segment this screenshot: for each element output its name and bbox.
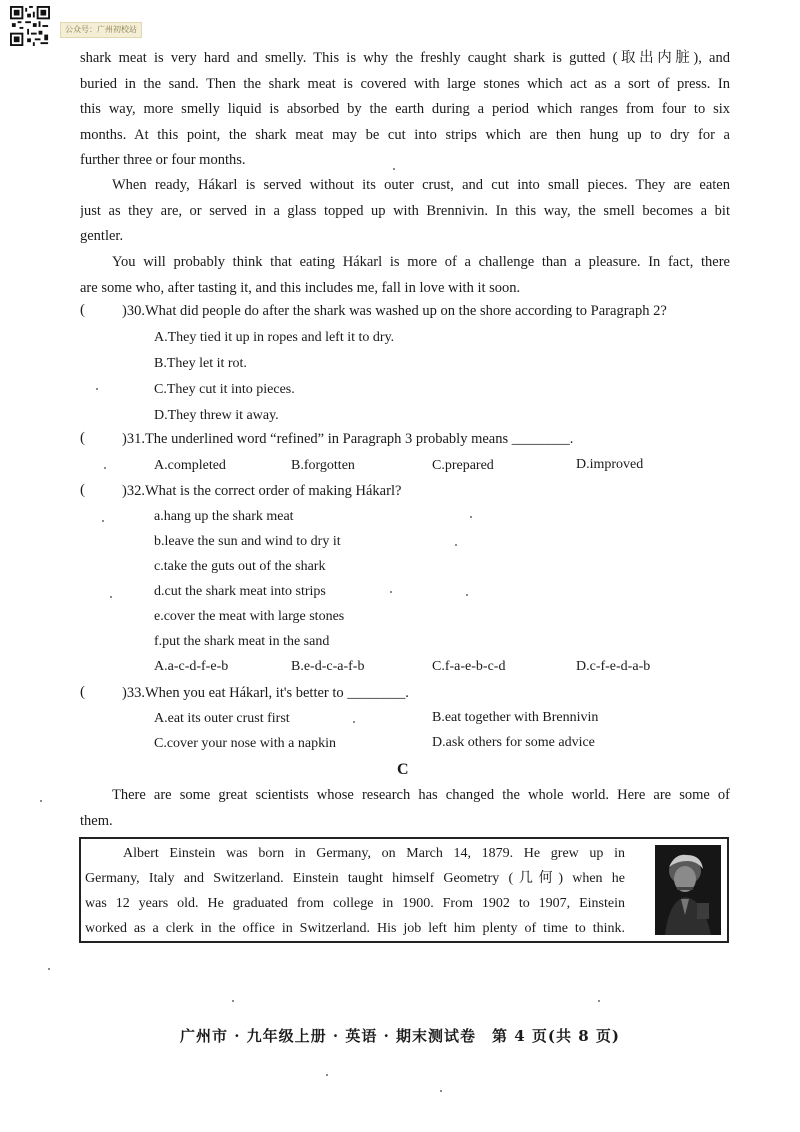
- q32-step: b.leave the sun and wind to dry it: [154, 534, 341, 549]
- einstein-bio-box: [79, 837, 729, 943]
- scan-speck: [466, 594, 468, 596]
- answer-paren[interactable]: (: [80, 482, 85, 498]
- text-line: them.: [80, 812, 113, 829]
- scan-speck: [110, 596, 112, 598]
- scan-speck: [455, 544, 457, 546]
- q31-option-d[interactable]: D.improved: [576, 457, 644, 472]
- text-line: You will probably think that eating Hákarl is more of a challenge than a pleasure. In fact, there: [112, 254, 730, 270]
- scan-speck: [102, 520, 104, 522]
- watermark-label: 公众号：广州初校站: [60, 22, 142, 38]
- q32-option-c[interactable]: C.f-a-e-b-c-d: [432, 659, 506, 674]
- text-line: shark meat is very hard and smelly. This is why the freshly caught shark is gutted (取出内脏), and: [80, 50, 730, 66]
- einstein-bio-text: [85, 841, 625, 941]
- scan-speck: [353, 721, 355, 723]
- page-footer: 广州市 · 九年级上册 · 英语 · 期末测试卷 第 4 页(共 8 页): [180, 1027, 620, 1045]
- q31-option-b[interactable]: B.forgotten: [291, 458, 355, 473]
- text-line: Albert Einstein was born in Germany, on March 14, 1879. He grew up in: [123, 846, 625, 861]
- text-line: are some who, after tasting it, and this includes me, fall in love with it soon.: [80, 279, 521, 296]
- scan-speck: [326, 1074, 328, 1076]
- q33-option-c[interactable]: C.cover your nose with a napkin: [154, 736, 336, 751]
- q33-option-b[interactable]: B.eat together with Brennivin: [432, 710, 599, 725]
- q33-option-a[interactable]: A.eat its outer crust first: [154, 711, 290, 726]
- q31-option-c[interactable]: C.prepared: [432, 458, 494, 473]
- text-line: worked as a clerk in the office in Switzerland. His job left him plenty of time to think.: [85, 921, 625, 936]
- passage-paragraph-3: [80, 250, 730, 301]
- question-30-stem: )30.What did people do after the shark was washed up on the shore according to Paragraph 2?: [122, 303, 667, 319]
- scan-speck: [104, 467, 106, 469]
- scan-speck: [598, 1000, 600, 1002]
- scan-speck: [232, 1000, 234, 1002]
- text-line: gentler.: [80, 228, 124, 244]
- passage-paragraph-2: [80, 173, 730, 250]
- q33-option-d[interactable]: D.ask others for some advice: [432, 735, 595, 750]
- q32-option-a[interactable]: A.a-c-d-f-e-b: [154, 659, 229, 674]
- section-c-intro: [80, 783, 730, 834]
- text-line: buried in the sand. Then the shark meat is covered with large stones which act as a sort of press. In: [80, 75, 730, 92]
- question-32-stem: )32.What is the correct order of making Hákarl?: [122, 483, 402, 499]
- q30-option-d[interactable]: D.They threw it away.: [154, 408, 279, 423]
- section-c-heading: C: [397, 761, 409, 778]
- answer-paren[interactable]: (: [80, 684, 85, 700]
- q31-option-a[interactable]: A.completed: [154, 458, 226, 473]
- question-31-stem: )31.The underlined word “refined” in Paragraph 3 probably means ________.: [122, 431, 574, 447]
- question-33-stem: )33.When you eat Hákarl, it's better to ________.: [122, 685, 409, 701]
- q32-option-d[interactable]: D.c-f-e-d-a-b: [576, 659, 651, 674]
- q32-step: c.take the guts out of the shark: [154, 559, 326, 574]
- text-line: further three or four months.: [80, 152, 246, 168]
- q30-option-b[interactable]: B.They let it rot.: [154, 356, 247, 371]
- text-line: When ready, Hákarl is served without its outer crust, and cut into small pieces. They are eaten: [112, 177, 730, 193]
- answer-paren[interactable]: (: [80, 302, 85, 318]
- scan-speck: [440, 1090, 442, 1092]
- q30-option-a[interactable]: A.They tied it up in ropes and left it to dry.: [154, 330, 395, 345]
- text-line: this way, more smelly liquid is absorbed by the earth during a period which ranges from four to six: [80, 101, 730, 117]
- scan-speck: [96, 388, 98, 390]
- scan-speck: [393, 168, 395, 170]
- q32-option-b[interactable]: B.e-d-c-a-f-b: [291, 659, 365, 674]
- text-line: just as they are, or served in a glass topped up with Brennivin. In this way, the smell becomes a bit: [80, 202, 730, 219]
- answer-paren[interactable]: (: [80, 430, 85, 446]
- text-line: Germany, Italy and Switzerland. Einstein taught himself Geometry (几何) when he: [85, 871, 625, 886]
- text-line: months. At this point, the shark meat may be cut into strips which are then hung up to dry for a: [80, 126, 730, 143]
- scan-speck: [470, 516, 472, 518]
- scan-speck: [40, 800, 42, 802]
- q32-step: f.put the shark meat in the sand: [154, 634, 330, 649]
- scan-speck: [390, 591, 392, 593]
- q32-step: e.cover the meat with large stones: [154, 609, 345, 624]
- qr-code-icon: [10, 5, 50, 47]
- passage-paragraph-1: [80, 46, 730, 174]
- einstein-portrait: [655, 845, 721, 935]
- text-line: was 12 years old. He graduated from college in 1900. From 1902 to 1907, Einstein: [85, 896, 625, 911]
- q30-option-c[interactable]: C.They cut it into pieces.: [154, 382, 295, 397]
- q32-step: a.hang up the shark meat: [154, 509, 294, 524]
- scan-speck: [48, 968, 50, 970]
- text-line: There are some great scientists whose research has changed the whole world. Here are some of: [112, 787, 730, 803]
- q32-step: d.cut the shark meat into strips: [154, 584, 326, 599]
